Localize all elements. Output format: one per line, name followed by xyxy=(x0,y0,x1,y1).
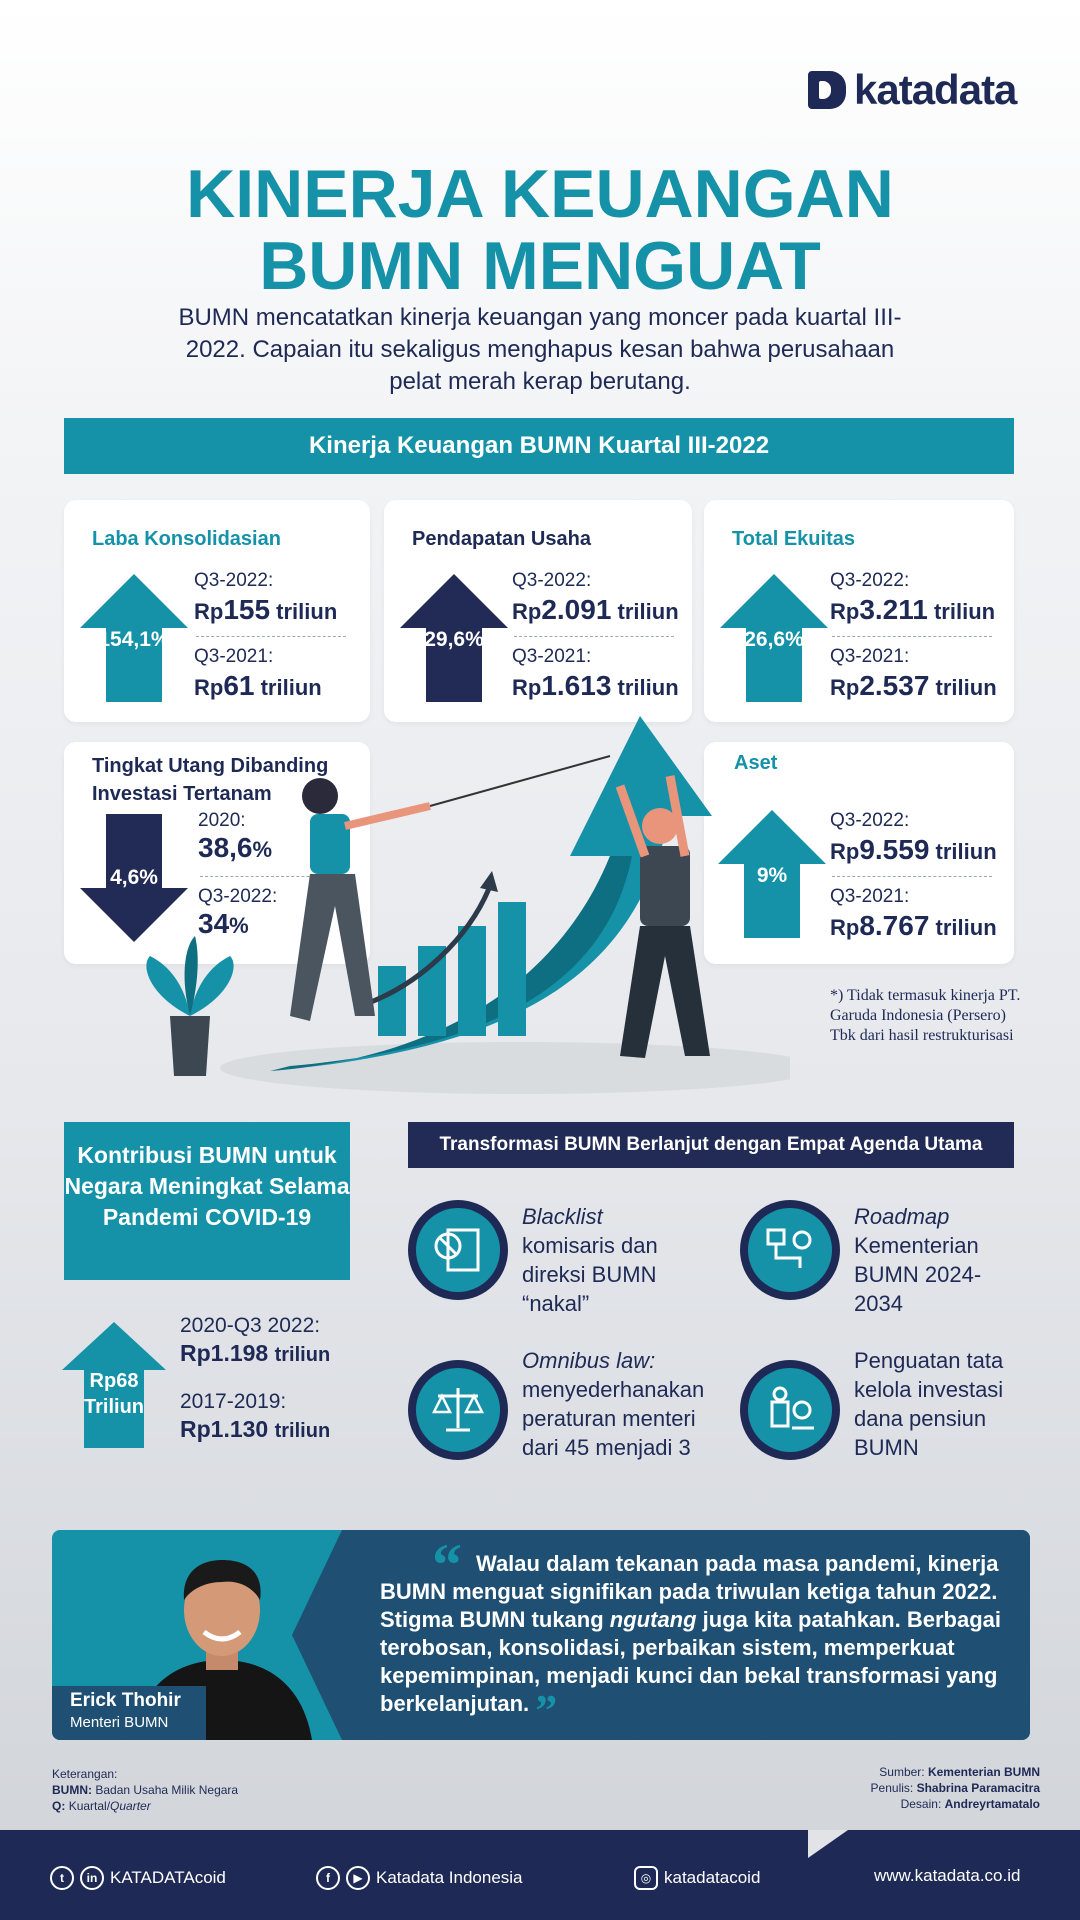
title-line-2: BUMN MENGUAT xyxy=(259,228,821,304)
roadmap-icon xyxy=(740,1200,840,1300)
page-title xyxy=(0,158,1080,302)
card-ekuitas xyxy=(704,500,1014,722)
kontribusi-arrow-label: Rp68 Triliun xyxy=(84,1370,144,1418)
footer-handle: Katadata Indonesia xyxy=(376,1868,523,1887)
period-label: Q3-2021: xyxy=(194,646,274,667)
period-label: Q3-2022: xyxy=(830,570,910,591)
blacklist-icon xyxy=(408,1200,508,1300)
period-label: Q3-2021: xyxy=(830,886,910,907)
agenda-title: Transformasi BUMN Berlanjut dengan Empat Agenda Utama xyxy=(408,1122,1014,1168)
value-previous: Rp2.537 triliun xyxy=(830,670,997,701)
agenda-item-2: Roadmap Kementerian BUMN 2024-2034 xyxy=(854,1204,982,1316)
period-label: Q3-2022: xyxy=(512,570,592,591)
value-current: 34% xyxy=(198,908,249,939)
speech-tail xyxy=(808,1826,848,1858)
facebook-icon[interactable]: f xyxy=(316,1866,340,1890)
section-bar: Kinerja Keuangan BUMN Kuartal III-2022 xyxy=(64,418,1014,474)
period-label: 2017-2019: xyxy=(180,1390,287,1413)
card-title: Aset xyxy=(734,752,778,774)
kontribusi-box: Kontribusi BUMN untuk Negara Meningkat Selama Pandemi COVID-19 xyxy=(64,1122,350,1280)
agenda-item-3: Omnibus law: menyederhanakan peraturan menteri dari 45 menjadi 3 xyxy=(522,1348,705,1460)
period-label: Q3-2022: xyxy=(830,810,910,831)
title-line-1: KINERJA KEUANGAN xyxy=(186,156,894,232)
period-label: Q3-2022: xyxy=(194,570,274,591)
period-label: 2020-Q3 2022: xyxy=(180,1314,321,1337)
credits: Sumber: Kementerian BUMN Penulis: Shabrina Paramacitra Desain: Andreyrtamatalo xyxy=(870,1765,1040,1811)
period-label: Q3-2022: xyxy=(198,886,278,907)
divider xyxy=(514,636,674,637)
pension-fund-icon xyxy=(740,1360,840,1460)
pct-label: 9% xyxy=(756,864,788,887)
card-title: Pendapatan Usaha xyxy=(412,528,591,550)
speaker-name: Erick Thohir xyxy=(70,1690,181,1711)
footer-social-facebook-youtube[interactable] xyxy=(316,1866,523,1890)
instagram-icon[interactable]: ◎ xyxy=(634,1866,658,1890)
card-title: Tingkat Utang Dibanding Investasi Tertanam xyxy=(92,755,329,805)
agenda-item-1: Blacklist komisaris dan direksi BUMN “nakal” xyxy=(522,1204,658,1316)
value-previous: 38,6% xyxy=(198,832,273,863)
pct-label: 29,6% xyxy=(424,628,484,651)
value-current: Rp2.091 triliun xyxy=(512,594,679,625)
card-title: Total Ekuitas xyxy=(732,528,855,550)
subtitle: BUMN mencatatkan kinerja keuangan yang moncer pada kuartal III-2022. Capaian itu sekaligus menghapus kesan bahwa perusahaan pelat merah kerap berutang. xyxy=(178,304,902,395)
close-quote-icon: ” xyxy=(535,1686,558,1735)
katadata-logo[interactable] xyxy=(808,66,1016,114)
footer-handle: katadatacoid xyxy=(664,1868,761,1887)
card-laba xyxy=(64,500,370,722)
logo-text: katadata xyxy=(854,66,1017,113)
keterangan: Keterangan: BUMN: Badan Usaha Milik Negara Q: Kuartal/Quarter xyxy=(52,1767,239,1813)
period-label: 2020: xyxy=(198,810,246,831)
quote-text: Walau dalam tekanan pada masa pandemi, kinerja BUMN menguat signifikan pada triwulan ketiga tahun 2022. Stigma BUMN tukang ngutang juga kita patahkan. Berbagai terobosan, konsolidasi, perbaikan sistem, memperkuat kepemimpinan, menjadi kunci dan bekal transformasi yang berkelanjutan. ” xyxy=(380,1551,1001,1735)
period-label: Q3-2021: xyxy=(830,646,910,667)
value-current: Rp155 triliun xyxy=(194,594,338,625)
pct-label: 4,6% xyxy=(110,866,158,889)
open-quote-icon: “ xyxy=(432,1532,462,1598)
youtube-icon[interactable]: ▶ xyxy=(346,1866,370,1890)
footer-handle: KATADATAcoid xyxy=(110,1868,226,1887)
pct-label: 26,6% xyxy=(744,628,804,651)
speaker-role: Menteri BUMN xyxy=(70,1714,169,1731)
card-title: Laba Konsolidasian xyxy=(92,528,281,550)
agenda-item-4: Penguatan tata kelola investasi dana pensiun BUMN xyxy=(854,1348,1004,1460)
twitter-icon[interactable]: t xyxy=(50,1866,74,1890)
divider xyxy=(832,636,992,637)
footnote: *) Tidak termasuk kinerja PT. Garuda Indonesia (Persero) Tbk dari hasil restrukturisasi xyxy=(830,987,1021,1044)
footer-social-twitter-linkedin[interactable] xyxy=(50,1866,226,1890)
divider xyxy=(196,636,346,637)
value-current: Rp9.559 triliun xyxy=(830,834,997,865)
value-current: Rp3.211 triliun xyxy=(830,594,996,625)
footer-social-instagram[interactable] xyxy=(634,1866,760,1890)
value-previous: Rp8.767 triliun xyxy=(830,910,997,941)
value-previous: Rp61 triliun xyxy=(194,670,322,701)
period-label: Q3-2021: xyxy=(512,646,592,667)
growth-illustration xyxy=(140,716,790,1096)
linkedin-icon[interactable]: in xyxy=(80,1866,104,1890)
value-previous: Rp1.613 triliun xyxy=(512,670,679,701)
katadata-logo-icon xyxy=(808,71,846,109)
divider xyxy=(832,876,992,877)
value-current: Rp1.198 triliun xyxy=(180,1340,331,1366)
pct-label: 154,1% xyxy=(98,628,170,651)
scale-icon xyxy=(408,1360,508,1460)
footer-website-link[interactable]: www.katadata.co.id xyxy=(874,1866,1021,1885)
value-previous: Rp1.130 triliun xyxy=(180,1416,331,1442)
card-pendapatan xyxy=(384,500,692,722)
